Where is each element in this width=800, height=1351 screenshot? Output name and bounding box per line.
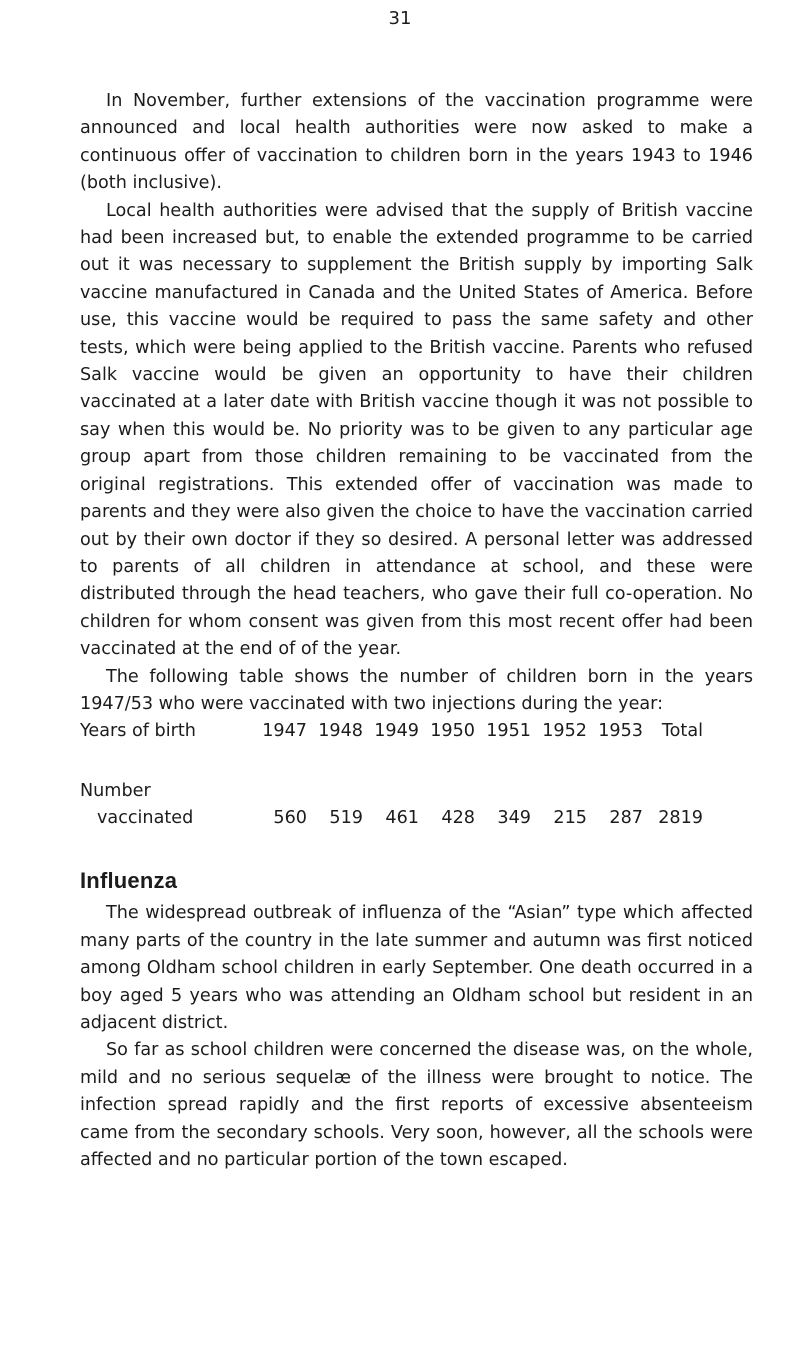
paragraph-influenza-outbreak: The widespread outbreak of influenza of the “Asian” type which affected many parts of the country in the late summer and autumn was first noticed among Oldham school children in early September. One death occurred in a boy aged 5 years who was attending an Oldham school but resident in an adjacent district. [80, 903, 753, 1033]
count-cell: 560 [273, 808, 307, 829]
total-count-cell: 2819 [658, 808, 703, 829]
count-cell: 349 [497, 808, 531, 829]
section-heading-influenza: Influenza [80, 868, 178, 894]
count-cell: 287 [609, 808, 643, 829]
year-cell: 1948 [318, 721, 363, 742]
count-cell: 519 [329, 808, 363, 829]
document-body [80, 88, 753, 1174]
row-label-vaccinated: vaccinated [97, 808, 194, 829]
year-cell: 1953 [598, 721, 643, 742]
paragraph-table-intro: The following table shows the number of children born in the years 1947/53 who were vaccinated with two injections during the year: [80, 666, 753, 714]
paragraph-salk-vaccine: Local health authorities were advised that the supply of British vaccine had been increased but, to enable the extended programme to be carried out it was necessary to supplement the British supply by importing Salk vaccine manufactured in Canada and the United States of America. Before use, this vaccine would be required to pass the same safety and other tests, which were being applied to the British vaccine. Parents who refused Salk vaccine would be given an opportunity to have their children vaccinated at a later date with British vaccine though it was not possible to say when this would be. No priority was to be given to any particular age group apart from those children remaining to be vaccinated from the original registrations. This extended offer of vaccination was made to parents and they were also given the choice to have the vaccination carried out by their own doctor if they so desired. A personal letter was addressed to parents of all children in attendance at school, and these were distributed through the head teachers, who gave their full co-operation. No children for whom consent was given from this most recent offer had been vaccinated at the end of of the year. [80, 200, 753, 660]
total-header-cell: Total [661, 721, 703, 742]
count-cell: 428 [441, 808, 475, 829]
year-cell: 1950 [430, 721, 475, 742]
year-cell: 1949 [374, 721, 419, 742]
vaccination-table [80, 718, 753, 832]
paragraph-influenza-spread: So far as school children were concerned the disease was, on the whole, mild and no serious sequelæ of the illness were brought to notice. The infection spread rapidly and the first reports of excessive absenteeism came from the secondary schools. Very soon, however, all the schools were affected and no particular portion of the town escaped. [80, 1040, 753, 1170]
year-cell: 1952 [542, 721, 587, 742]
paragraph-extension-announcement: In November, further extensions of the vaccination programme were announced and local health authorities were now asked to make a continuous offer of vaccination to children born in the years 1943 to 1946 (both inclusive). [80, 91, 753, 194]
count-cell: 215 [553, 808, 587, 829]
year-cell: 1947 [262, 721, 307, 742]
row-label-years-of-birth: Years of birth [80, 721, 196, 742]
year-cell: 1951 [486, 721, 531, 742]
page-number: 31 [388, 8, 412, 29]
count-cell: 461 [385, 808, 419, 829]
row-label-number: Number [80, 781, 151, 802]
